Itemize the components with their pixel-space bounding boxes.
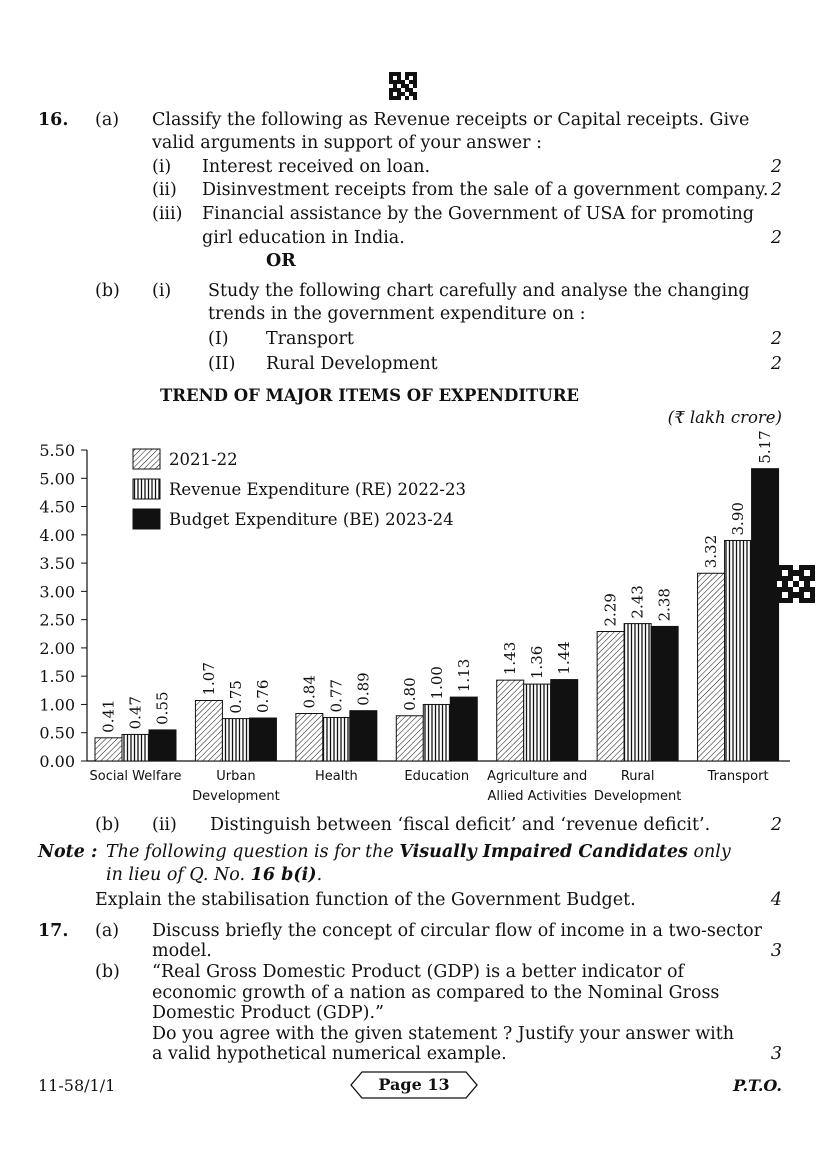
category-label: Allied Activities [487, 789, 587, 804]
y-tick-label: 4.00 [39, 525, 75, 545]
data-label: 1.44 [555, 641, 574, 675]
data-label: 1.43 [501, 641, 520, 676]
data-label: 0.55 [153, 691, 172, 725]
bar-0-5 [597, 632, 624, 761]
question-number-17: 17. [38, 921, 69, 941]
part-b-label: (b) [95, 281, 120, 301]
q16b-ii-num: (ii) [152, 815, 177, 835]
data-label: 1.36 [528, 645, 547, 680]
category-label: Health [315, 769, 358, 784]
legend-label: Budget Expenditure (BE) 2023-24 [169, 510, 454, 529]
q16b-sub-I-num: (I) [208, 329, 229, 349]
data-label: 2.29 [601, 593, 620, 627]
legend-label: 2021-22 [169, 450, 238, 469]
data-label: 0.84 [300, 675, 319, 709]
vi-question-marks: 4 [770, 890, 782, 910]
data-label: 0.76 [253, 679, 272, 714]
legend-swatch [133, 449, 160, 469]
bar-1-0 [122, 734, 149, 761]
bar-0-4 [497, 680, 524, 761]
q16a-text-line2: valid arguments in support of your answer : [152, 133, 542, 153]
chart-title: TREND OF MAJOR ITEMS OF EXPENDITURE [160, 386, 579, 405]
y-tick-label: 5.50 [39, 441, 75, 460]
data-label: 2.38 [655, 588, 674, 622]
data-label: 2.43 [628, 585, 647, 619]
category-label: Development [593, 789, 682, 804]
y-tick-label: 1.50 [39, 667, 75, 687]
q16b-i-text-line1: Study the following chart carefully and analyse the changing [208, 281, 750, 301]
q16b-ii-text: Distinguish between ‘fiscal deficit’ and ‘revenue deficit’. [210, 815, 711, 835]
data-label: 0.75 [226, 680, 245, 714]
category-label: Transport [707, 769, 769, 784]
data-label: 0.47 [126, 696, 145, 730]
data-label: 1.07 [199, 662, 218, 696]
y-tick-label: 0.00 [39, 752, 75, 771]
bar-0-1 [195, 700, 222, 761]
y-tick-label: 2.00 [39, 638, 75, 658]
data-label: 0.77 [327, 679, 346, 713]
q16b-sub-II-text: Rural Development [266, 354, 438, 374]
bar-2-3 [450, 697, 477, 761]
paper-code: 11-58/1/1 [38, 1076, 116, 1095]
q16a-item-iii-marks: 2 [770, 228, 782, 248]
legend-swatch [133, 479, 160, 499]
qr-code-side [777, 565, 815, 603]
y-tick-label: 0.50 [39, 723, 75, 743]
data-label: 0.41 [99, 699, 118, 733]
q16b-sub-II-num: (II) [208, 354, 236, 374]
bar-2-1 [249, 718, 276, 761]
q17a-marks: 3 [770, 941, 782, 961]
q17a-text-line1: Discuss briefly the concept of circular flow of income in a two-sector [152, 921, 763, 941]
bar-0-3 [396, 716, 423, 761]
q17-part-a-label: (a) [95, 921, 120, 941]
qr-code-top [389, 72, 417, 100]
legend-swatch [133, 509, 160, 529]
data-label: 1.00 [427, 666, 446, 700]
bar-2-6 [752, 469, 779, 761]
q17b-marks: 3 [770, 1044, 782, 1064]
q16b-sub-II-marks: 2 [770, 354, 782, 374]
bar-2-5 [651, 626, 678, 761]
q17b-text-line5: a valid hypothetical numerical example. [152, 1044, 507, 1064]
bar-2-2 [350, 711, 377, 761]
q16a-item-ii-text: Disinvestment receipts from the sale of a government company. [202, 180, 769, 200]
pto-label: P.T.O. [733, 1076, 782, 1095]
q16a-item-ii-num: (ii) [152, 180, 177, 200]
bar-1-2 [323, 717, 350, 761]
q17-part-b-label: (b) [95, 962, 120, 982]
bar-1-5 [624, 624, 651, 761]
note-text-line2: in lieu of Q. No. 16 b(i). [106, 865, 323, 885]
q16a-item-ii-marks: 2 [770, 180, 782, 200]
q17b-text-line3: Domestic Product (GDP).” [152, 1003, 384, 1023]
bar-2-4 [551, 680, 578, 761]
q16a-item-iii-num: (iii) [152, 204, 183, 224]
y-tick-label: 5.00 [39, 469, 75, 489]
bar-1-4 [524, 684, 551, 761]
y-tick-label: 1.00 [39, 695, 75, 715]
part-b-ii-label: (b) [95, 815, 120, 835]
q16b-ii-marks: 2 [770, 815, 782, 835]
y-tick-label: 2.50 [39, 610, 75, 630]
q16a-item-i-num: (i) [152, 157, 172, 177]
expenditure-bar-chart [0, 420, 827, 820]
y-tick-label: 4.50 [39, 497, 75, 517]
category-label: Rural [620, 769, 655, 784]
bar-2-0 [149, 730, 176, 761]
note-text-line1: The following question is for the Visually Impaired Candidates only [106, 842, 731, 862]
category-label: Social Welfare [89, 769, 182, 784]
data-label: 3.32 [702, 534, 721, 569]
data-label: 0.80 [400, 677, 419, 711]
page-number: Page 13 [378, 1075, 450, 1094]
q16b-i-text-line2: trends in the government expenditure on : [208, 304, 586, 324]
data-label: 3.90 [729, 502, 748, 536]
data-label: 0.89 [354, 672, 373, 706]
q16a-text-line1: Classify the following as Revenue receipts or Capital receipts. Give [152, 110, 750, 130]
data-label: 1.13 [454, 658, 473, 693]
category-label: Development [192, 789, 280, 804]
q17b-text-line1: “Real Gross Domestic Product (GDP) is a better indicator of [152, 962, 684, 982]
bar-1-6 [725, 540, 752, 761]
chart-unit: (₹ lakh crore) [667, 408, 782, 427]
part-a-label: (a) [95, 110, 120, 130]
q16a-item-i-text: Interest received on loan. [202, 157, 431, 177]
category-label: Urban [216, 769, 256, 784]
data-label: 5.17 [756, 430, 775, 464]
q16a-item-iii-text: Financial assistance by the Government of USA for promoting [202, 204, 755, 224]
q16b-sub-I-text: Transport [266, 329, 354, 349]
q16b-sub-I-marks: 2 [770, 329, 782, 349]
q17b-text-line2: economic growth of a nation as compared to the Nominal Gross [152, 983, 720, 1003]
bar-1-3 [423, 704, 450, 761]
category-label: Education [404, 769, 470, 784]
bar-0-2 [296, 714, 323, 761]
bar-0-0 [95, 738, 122, 761]
vi-question-text: Explain the stabilisation function of the Government Budget. [95, 890, 636, 910]
question-number-16: 16. [38, 110, 69, 130]
bar-1-1 [222, 719, 249, 761]
q17a-text-line2: model. [152, 941, 212, 961]
or-separator: OR [266, 251, 296, 271]
q16a-item-i-marks: 2 [770, 157, 782, 177]
y-tick-label: 3.50 [39, 554, 75, 574]
legend-label: Revenue Expenditure (RE) 2022-23 [169, 480, 466, 499]
bar-0-6 [698, 573, 725, 761]
note-label: Note : [38, 842, 98, 862]
category-label: Agriculture and [487, 769, 588, 784]
q16a-item-iii-text2: girl education in India. [202, 228, 405, 248]
q16b-i-label: (i) [152, 281, 172, 301]
q17b-text-line4: Do you agree with the given statement ? Justify your answer with [152, 1024, 735, 1044]
y-tick-label: 3.00 [39, 582, 75, 602]
